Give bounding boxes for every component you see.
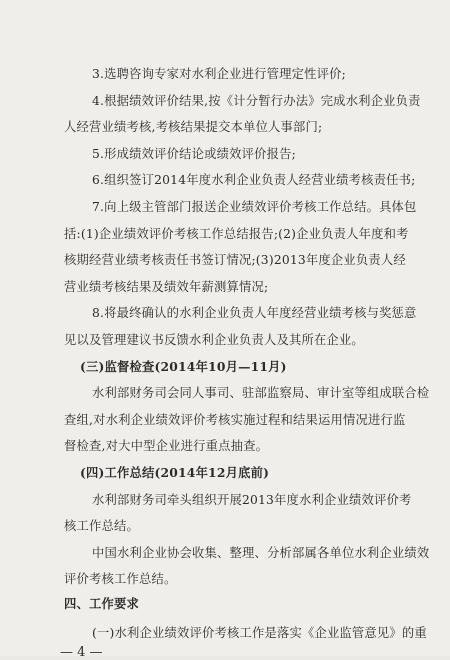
paragraph-line: 8.将最终确认的水利企业负责人年度经营业绩考核与奖惩意	[92, 306, 417, 321]
paragraph-line: 核工作总结。	[64, 519, 139, 534]
paragraph-line: 3.选聘咨询专家对水利企业进行管理定性评价;	[92, 67, 346, 81]
paragraph-line: 6.组织签订2014年度水利企业负责人经营业绩考核责任书;	[92, 173, 416, 188]
paragraph-line: 括:(1)企业绩效评价考核工作总结报告;(2)企业负责人年度和考	[64, 226, 409, 241]
paragraph-line: 评价考核工作总结。	[64, 572, 177, 587]
paragraph-line: 水利部财务司牵头组织开展2013年度水利企业绩效评价考	[92, 492, 412, 507]
paragraph-line: 7.向上级主管部门报送企业绩效评价考核工作总结。具体包	[92, 200, 417, 214]
paragraph-line: 见以及管理建议书反馈水利企业负责人及其所在企业。	[64, 333, 364, 347]
section-heading: (三)监督检查(2014年10月—11月)	[80, 358, 287, 374]
paragraph-line: (一)水利企业绩效评价考核工作是落实《企业监管意见》的重	[92, 625, 427, 640]
paragraph-line: 核期经营业绩考核责任书签订情况;(3)2013年度企业负责人经	[64, 253, 406, 268]
paragraph-line: 水利部财务司会同人事司、驻部监察局、审计室等组成联合检	[92, 386, 430, 401]
paragraph-line: 营业绩考核结果及绩效年薪测算情况;	[64, 279, 269, 294]
paragraph-line: 督检查,对大中型企业进行重点抽查。	[64, 439, 269, 454]
paragraph-line: 中国水利企业协会收集、整理、分析部属各单位水利企业绩效	[92, 545, 430, 560]
paragraph-line: 查组,对水利企业绩效评价考核实施过程和结果运用情况进行监	[64, 412, 406, 427]
paragraph-line: 4.根据绩效评价结果,按《计分暂行办法》完成水利企业负责	[92, 93, 421, 108]
paragraph-line: 5.形成绩效评价结论或绩效评价报告;	[92, 146, 296, 161]
section-heading: (四)工作总结(2014年12月底前)	[80, 465, 270, 480]
page-number: — 4 —	[60, 645, 103, 660]
paragraph-line: 人经营业绩考核,考核结果提交本单位人事部门;	[64, 120, 323, 135]
section-heading: 四、工作要求	[64, 596, 139, 611]
